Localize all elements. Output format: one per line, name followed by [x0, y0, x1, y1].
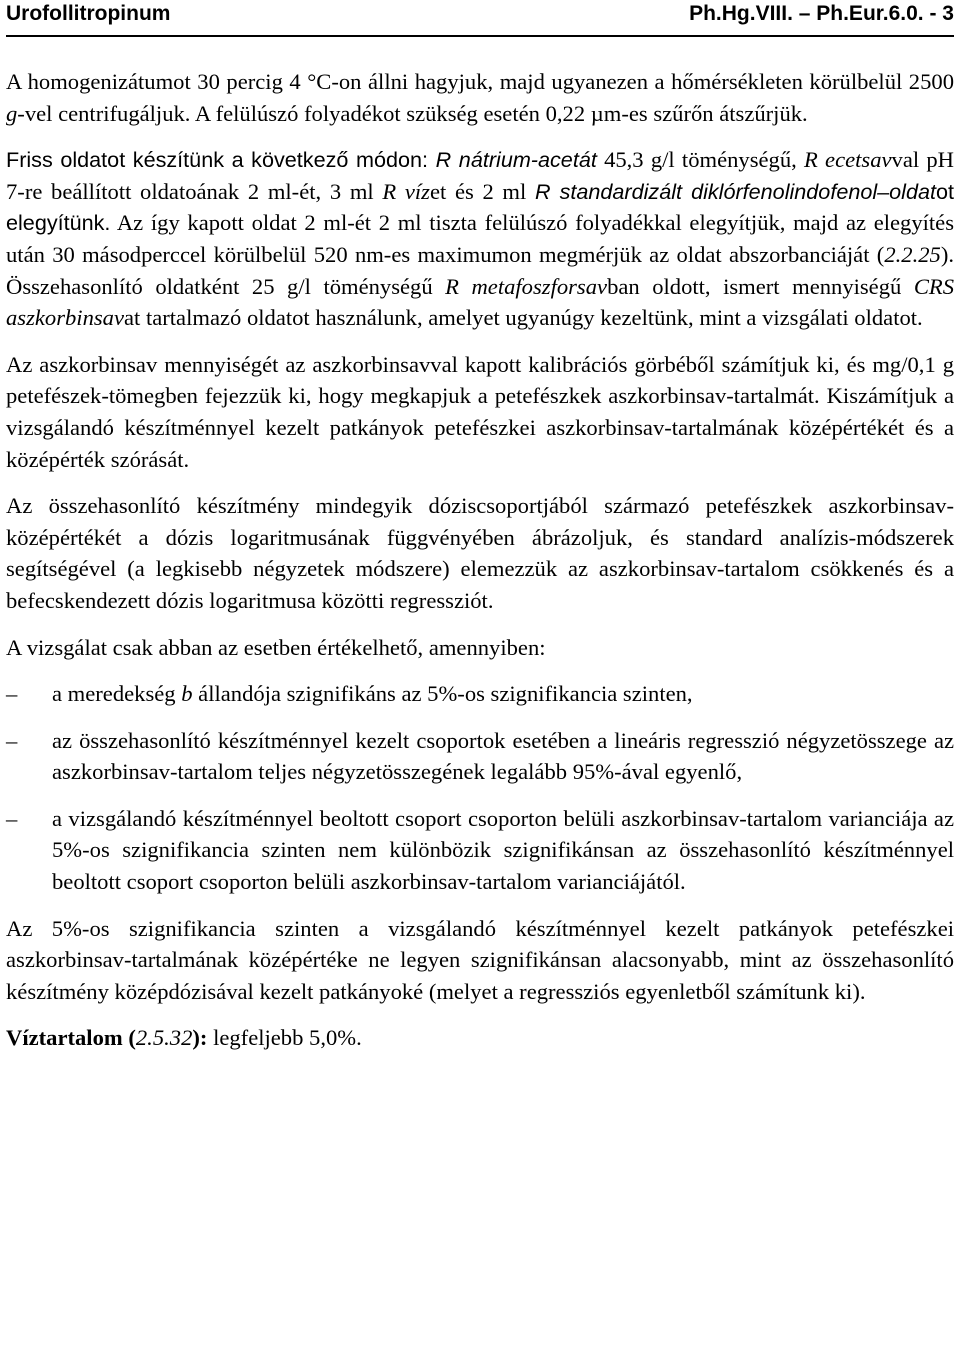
text-run: ot elegyítünk.	[6, 178, 954, 236]
document-body	[6, 66, 954, 1054]
text-run: 45,3 g/l töménységű,	[596, 147, 805, 173]
sans-run	[6, 147, 597, 172]
text-run: ):	[192, 1025, 208, 1051]
italic-run: b	[181, 681, 193, 707]
italic-run: R metafoszforsav	[445, 273, 608, 299]
italic-run: R víz	[382, 178, 430, 204]
italic-run: R standardizált diklórfenolindofenol–oldat	[534, 178, 936, 204]
reference-link: 2.2.25	[884, 241, 941, 267]
text-run: A homogenizátumot 30 percig 4 °C-on állni hagyjuk, majd ugyanezen a hőmérsékleten körülbelül 2500	[6, 69, 954, 94]
page-header	[6, 0, 954, 31]
reference-link: 2.5.32	[135, 1025, 193, 1051]
paragraph-validity-intro: A vizsgálat csak abban az esetben értékelhető, amennyiben:	[6, 634, 546, 660]
text-run: at tartalmazó oldatot használunk, amelyet ugyanúgy kezeltünk, mint a vizsgálati oldatot.	[124, 305, 923, 331]
section-label: Víztartalom	[6, 1025, 123, 1051]
text-run: állandója szignifikáns az 5%-os szignifikancia szinten,	[192, 681, 693, 707]
paragraph-reagent-preparation	[6, 144, 954, 334]
italic-run: R ecetsav	[804, 147, 892, 173]
paragraph-ascorbic-calculation: Az aszkorbinsav mennyiségét az aszkorbinsavval kapott kalibrációs görbéből számítjuk ki, és mg/0,1 g petefészek-tömegben fejezzük ki, hogy megkapjuk a petefészkek aszkorbinsav-tartalmát. Kiszámítjuk a vizsgálandó készítménnyel kezelt patkányok petefészkei aszkorbinsav-tartalmának középértékét és a középérték szórását.	[6, 351, 954, 472]
text-run: Az így kapott oldat 2 ml-ét 2 ml tiszta felülúszó folyadékkal elegyítjük, majd az elegyítés után 30 másodperccel körülbelül 520 nm-es maximumon megmérjük az oldat abszorbanciáját (	[6, 210, 954, 267]
header-reference: Ph.Hg.VIII. – Ph.Eur.6.0. - 3	[689, 2, 954, 25]
text-run: Friss oldatot készítünk a következő módon:	[6, 147, 436, 173]
paragraph-water-content	[6, 1022, 954, 1054]
list-item	[6, 678, 954, 710]
text-run: az összehasonlító készítménnyel kezelt csoportok esetében a lineáris regresszió négyzetösszege az aszkorbinsav-tartalom teljes négyzetösszegének legalább 95%-ával egyenlő,	[52, 727, 954, 785]
paragraph-centrifuge	[6, 66, 954, 129]
text-run: legfeljebb 5,0%.	[207, 1025, 362, 1051]
text-run: val pH 7-re beállított oldatoának 2 ml-ét, 3 ml	[6, 147, 955, 204]
text-run: ban oldott, ismert mennyiségű	[607, 273, 914, 299]
text-run: a meredekség	[52, 681, 182, 707]
list-item	[6, 725, 954, 788]
text-run: (	[122, 1025, 136, 1051]
dash-bullet: –	[6, 681, 18, 707]
italic-run: CRS aszkorbinsav	[6, 273, 955, 331]
document-page	[6, 0, 955, 1051]
text-run: -vel centrifugáljuk. A felülúszó folyadékot szükség esetén 0,22 µm-es szűrőn átszűrjük.	[17, 100, 808, 126]
paragraph-regression: Az összehasonlító készítmény mindegyik dóziscsoportjából származó petefészkek aszkorbinsav-középértékét a dózis logaritmusának függvényében ábrázoljuk, és standard analízis-módszerek segítségével (a legkisebb négyzetek módszere) elemezzük az aszkorbinsav-tartalom csökkenés és a befecskendezett dózis logaritmusa közötti regressziót.	[6, 493, 954, 613]
paragraph-significance: Az 5%-os szignifikancia szinten a vizsgálandó készítménnyel kezelt patkányok petefészkei aszkorbinsav-tartalmának középértéke ne legyen szignifikánsan alacsonyabb, mint az összehasonlító készítmény középdózisával kezelt patkányoké (melyet a regressziós egyenletből számítunk ki).	[6, 915, 954, 1004]
dash-bullet: –	[6, 805, 18, 831]
header-title: Urofollitropinum	[6, 2, 171, 25]
text-run: ). Összehasonlító oldatként 25 g/l töménységű	[6, 241, 954, 299]
italic-run: R nátrium-acetát	[435, 147, 597, 173]
text-run: et és 2 ml	[429, 178, 535, 204]
text-run: a vizsgálandó készítménnyel beoltott csoport csoporton belüli aszkorbinsav-tartalom varianciája az 5%-os szignifikancia szinten nem különbözik szignifikánsan az összehasonlító készítménnyel beoltott csoport csoporton belüli aszkorbinsav-tartalom varianciájától.	[52, 805, 954, 895]
italic-run: g	[6, 100, 18, 126]
dash-bullet: –	[6, 727, 18, 753]
list-item	[6, 803, 954, 898]
validity-criteria-list	[6, 678, 954, 898]
header-divider	[6, 35, 954, 37]
